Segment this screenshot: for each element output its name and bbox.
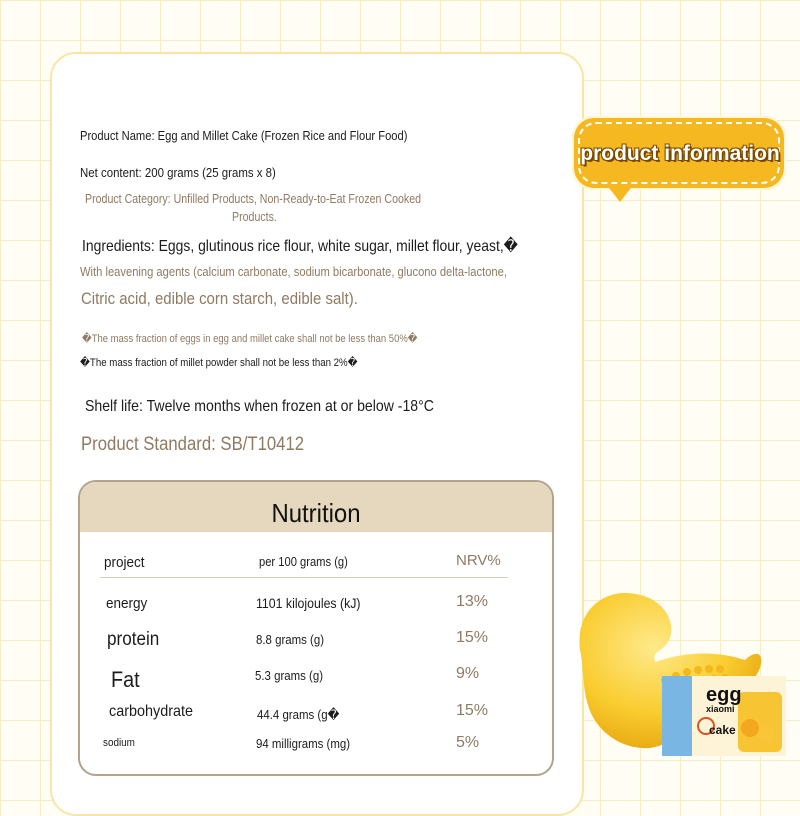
header-nrv: NRV% <box>456 552 501 569</box>
dinosaur-cake-image <box>560 580 800 780</box>
product-standard: Product Standard: SB/T10412 <box>81 434 305 455</box>
tag-tail <box>606 184 634 202</box>
row-carbohydrate-item: carbohydrate <box>109 703 194 720</box>
package-text-egg: egg <box>706 684 742 706</box>
row-carbohydrate-nrv: 15% <box>456 702 489 719</box>
note-eggs: �The mass fraction of eggs in egg and millet cake shall not be less than 50%� <box>82 333 418 345</box>
header-per100: per 100 grams (g) <box>259 554 348 569</box>
header-rule-2 <box>258 577 508 578</box>
row-energy-nrv: 13% <box>456 593 489 610</box>
product-name: Product Name: Egg and Millet Cake (Frozen Rice and Flour Food) <box>80 128 408 143</box>
row-fat-per100: 5.3 grams (g) <box>255 668 324 683</box>
note-millet: �The mass fraction of millet powder shall not be less than 2%� <box>80 357 358 369</box>
product-category-line2: Products. <box>232 210 277 224</box>
row-fat-item: Fat <box>111 667 140 692</box>
product-category-line1: Product Category: Unfilled Products, Non-Ready-to-Eat Frozen Cooked <box>85 192 422 206</box>
header-item: project <box>104 554 145 571</box>
nutrition-table <box>78 480 554 776</box>
shelf-life: Shelf life: Twelve months when frozen at or below -18°C <box>85 398 434 415</box>
header-rule-1 <box>100 577 258 578</box>
row-energy-per100: 1101 kilojoules (kJ) <box>256 595 361 611</box>
row-protein-nrv: 15% <box>456 629 489 646</box>
net-content: Net content: 200 grams (25 grams x 8) <box>80 165 276 180</box>
row-sodium-per100: 94 milligrams (mg) <box>256 736 351 751</box>
ingredients-line3: Citric acid, edible corn starch, edible salt). <box>81 289 358 308</box>
row-fat-nrv: 9% <box>456 665 480 682</box>
row-sodium-nrv: 5% <box>456 734 480 751</box>
tag-label: product information <box>580 142 780 165</box>
package-text-cake: cake <box>709 723 736 737</box>
nutrition-title: Nutrition <box>271 498 361 528</box>
row-energy-item: energy <box>106 595 148 612</box>
row-sodium-item: sodium <box>103 737 135 749</box>
row-protein-per100: 8.8 grams (g) <box>256 632 325 647</box>
ingredients-line1: Ingredients: Eggs, glutinous rice flour, white sugar, millet flour, yeast,� <box>82 238 518 255</box>
ingredients-line2: With leavening agents (calcium carbonate, sodium bicarbonate, glucono delta-lactone, <box>80 264 507 279</box>
row-carbohydrate-per100: 44.4 grams (g� <box>257 707 340 722</box>
package-text-xiaomi: xiaomi <box>706 704 735 714</box>
row-protein-item: protein <box>107 629 160 650</box>
